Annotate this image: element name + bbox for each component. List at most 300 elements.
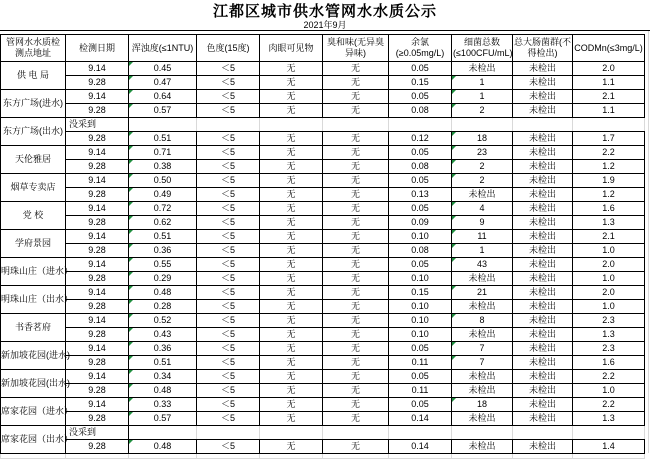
column-header-4[interactable]: 肉眼可见物 — [260, 35, 323, 62]
cell-visible-matter[interactable]: 无 — [260, 398, 323, 412]
column-header-2[interactable]: 浑浊度(≤1NTU) — [129, 35, 197, 62]
cell-visible-matter[interactable]: 无 — [260, 230, 323, 244]
cell-chlorine[interactable]: 0.05 — [389, 90, 452, 104]
cell-visible-matter[interactable]: 无 — [260, 272, 323, 286]
cell-chlorine[interactable]: 0.12 — [389, 132, 452, 146]
cell-color[interactable]: ＜5 — [197, 146, 260, 160]
cell-chlorine[interactable]: 0.10 — [389, 300, 452, 314]
cell-chlorine[interactable]: 0.10 — [389, 272, 452, 286]
cell-chlorine[interactable]: 0.05 — [389, 370, 452, 384]
cell-codmn[interactable]: 1.2 — [573, 160, 645, 174]
cell-turbidity[interactable]: 0.45 — [129, 62, 197, 76]
cell-color[interactable]: ＜5 — [197, 230, 260, 244]
cell-chlorine[interactable]: 0.05 — [389, 398, 452, 412]
cell-codmn[interactable]: 1.2 — [573, 188, 645, 202]
cell-visible-matter[interactable]: 无 — [260, 300, 323, 314]
cell-color[interactable]: ＜5 — [197, 188, 260, 202]
cell-visible-matter[interactable]: 无 — [260, 412, 323, 426]
cell-turbidity[interactable]: 0.64 — [129, 90, 197, 104]
cell-color[interactable]: ＜5 — [197, 356, 260, 370]
table-row — [1, 384, 645, 398]
address-cell[interactable]: 新加坡花园(出水) — [1, 370, 66, 398]
address-cell[interactable]: 席家花园（进水） — [1, 398, 66, 426]
cell-date[interactable]: 9.14 — [66, 258, 129, 272]
table-row — [1, 328, 645, 342]
table-row — [1, 440, 645, 454]
cell-color[interactable]: ＜5 — [197, 300, 260, 314]
column-header-6[interactable]: 余氯(≥0.05mg/L) — [389, 35, 452, 62]
cell-chlorine[interactable]: 0.05 — [389, 342, 452, 356]
cell-odor[interactable]: 无 — [323, 202, 389, 216]
cell-codmn[interactable]: 2.0 — [573, 286, 645, 300]
sheet-gridline-cell — [389, 454, 452, 459]
empty-cell[interactable] — [323, 118, 389, 132]
cell-date[interactable]: 9.14 — [66, 342, 129, 356]
cell-turbidity[interactable]: 0.51 — [129, 230, 197, 244]
column-header-7[interactable]: 细菌总数(≤100CFU/mL) — [452, 35, 513, 62]
cell-visible-matter[interactable]: 无 — [260, 440, 323, 454]
cell-chlorine[interactable]: 0.13 — [389, 188, 452, 202]
cell-codmn[interactable]: 1.3 — [573, 412, 645, 426]
cell-odor[interactable]: 无 — [323, 370, 389, 384]
cell-bacteria[interactable]: 18 — [452, 132, 513, 146]
cell-date[interactable]: 9.28 — [66, 104, 129, 118]
address-cell[interactable]: 天伦雅居 — [1, 146, 66, 174]
cell-turbidity[interactable]: 0.50 — [129, 174, 197, 188]
cell-chlorine[interactable]: 0.08 — [389, 244, 452, 258]
cell-chlorine[interactable]: 0.14 — [389, 440, 452, 454]
cell-odor[interactable]: 无 — [323, 160, 389, 174]
cell-date[interactable]: 9.28 — [66, 300, 129, 314]
cell-coliform[interactable]: 未检出 — [513, 300, 573, 314]
empty-cell[interactable] — [513, 118, 573, 132]
cell-coliform[interactable]: 未检出 — [513, 216, 573, 230]
cell-chlorine[interactable]: 0.08 — [389, 160, 452, 174]
cell-coliform[interactable]: 未检出 — [513, 370, 573, 384]
cell-odor[interactable]: 无 — [323, 216, 389, 230]
address-cell[interactable]: 东方广场(进水) — [1, 90, 66, 118]
cell-chlorine[interactable]: 0.05 — [389, 62, 452, 76]
address-cell[interactable]: 学府景园 — [1, 230, 66, 258]
empty-cell[interactable] — [129, 426, 197, 440]
empty-cell[interactable] — [513, 426, 573, 440]
cell-turbidity[interactable]: 0.43 — [129, 328, 197, 342]
cell-odor[interactable]: 无 — [323, 272, 389, 286]
cell-color[interactable]: ＜5 — [197, 258, 260, 272]
cell-color[interactable]: ＜5 — [197, 104, 260, 118]
cell-date-not-sampled[interactable]: 没采到 — [66, 118, 129, 132]
cell-codmn[interactable]: 2.3 — [573, 342, 645, 356]
cell-codmn[interactable]: 2.0 — [573, 62, 645, 76]
cell-odor[interactable]: 无 — [323, 286, 389, 300]
empty-cell[interactable] — [389, 426, 452, 440]
column-header-0[interactable]: 管网水水质检测点地址 — [1, 35, 66, 62]
cell-date[interactable]: 9.14 — [66, 286, 129, 300]
cell-chlorine[interactable]: 0.15 — [389, 286, 452, 300]
cell-bacteria[interactable]: 23 — [452, 146, 513, 160]
cell-turbidity[interactable]: 0.48 — [129, 440, 197, 454]
sheet-gridline-cell — [513, 454, 573, 459]
cell-codmn[interactable]: 1.7 — [573, 132, 645, 146]
cell-color[interactable]: ＜5 — [197, 412, 260, 426]
cell-turbidity[interactable]: 0.28 — [129, 300, 197, 314]
cell-bacteria[interactable]: 7 — [452, 342, 513, 356]
cell-codmn[interactable]: 2.1 — [573, 90, 645, 104]
cell-color[interactable]: ＜5 — [197, 216, 260, 230]
cell-odor[interactable]: 无 — [323, 76, 389, 90]
cell-bacteria[interactable]: 21 — [452, 286, 513, 300]
cell-chlorine[interactable]: 0.14 — [389, 412, 452, 426]
cell-visible-matter[interactable]: 无 — [260, 76, 323, 90]
cell-turbidity[interactable]: 0.62 — [129, 216, 197, 230]
cell-codmn[interactable]: 1.1 — [573, 104, 645, 118]
column-header-8[interactable]: 总大肠菌群(不得检出) — [513, 35, 573, 62]
cell-chlorine[interactable]: 0.10 — [389, 314, 452, 328]
empty-cell[interactable] — [197, 118, 260, 132]
cell-odor[interactable]: 无 — [323, 230, 389, 244]
cell-color[interactable]: ＜5 — [197, 62, 260, 76]
cell-date[interactable]: 9.28 — [66, 216, 129, 230]
cell-chlorine[interactable]: 0.15 — [389, 76, 452, 90]
cell-turbidity[interactable]: 0.71 — [129, 146, 197, 160]
cell-codmn[interactable]: 1.6 — [573, 202, 645, 216]
cell-date[interactable]: 9.14 — [66, 370, 129, 384]
empty-cell[interactable] — [260, 118, 323, 132]
cell-odor[interactable]: 无 — [323, 384, 389, 398]
cell-odor[interactable]: 无 — [323, 146, 389, 160]
table-row — [1, 216, 645, 230]
empty-cell[interactable] — [389, 118, 452, 132]
cell-odor[interactable]: 无 — [323, 174, 389, 188]
cell-odor[interactable]: 无 — [323, 412, 389, 426]
cell-codmn[interactable]: 2.2 — [573, 370, 645, 384]
cell-visible-matter[interactable]: 无 — [260, 328, 323, 342]
cell-date[interactable]: 9.28 — [66, 328, 129, 342]
cell-visible-matter[interactable]: 无 — [260, 146, 323, 160]
cell-bacteria[interactable]: 未检出 — [452, 272, 513, 286]
sheet-gridline-cell — [573, 454, 645, 459]
cell-bacteria[interactable]: 4 — [452, 202, 513, 216]
cell-coliform[interactable]: 未检出 — [513, 412, 573, 426]
cell-visible-matter[interactable]: 无 — [260, 104, 323, 118]
cell-date-not-sampled[interactable]: 没采到 — [66, 426, 129, 440]
cell-date[interactable]: 9.14 — [66, 314, 129, 328]
cell-odor[interactable]: 无 — [323, 244, 389, 258]
cell-bacteria[interactable]: 18 — [452, 398, 513, 412]
cell-bacteria[interactable]: 未检出 — [452, 62, 513, 76]
cell-coliform[interactable]: 未检出 — [513, 230, 573, 244]
cell-visible-matter[interactable]: 无 — [260, 216, 323, 230]
address-cell[interactable]: 烟草专卖店 — [1, 174, 66, 202]
address-cell[interactable]: 明珠山庄（进水） — [1, 258, 66, 286]
cell-coliform[interactable]: 未检出 — [513, 286, 573, 300]
cell-color[interactable]: ＜5 — [197, 384, 260, 398]
cell-visible-matter[interactable]: 无 — [260, 370, 323, 384]
cell-chlorine[interactable]: 0.11 — [389, 356, 452, 370]
cell-visible-matter[interactable]: 无 — [260, 314, 323, 328]
cell-date[interactable]: 9.28 — [66, 412, 129, 426]
cell-odor[interactable]: 无 — [323, 398, 389, 412]
cell-coliform[interactable]: 未检出 — [513, 314, 573, 328]
cell-coliform[interactable]: 未检出 — [513, 384, 573, 398]
cell-turbidity[interactable]: 0.57 — [129, 412, 197, 426]
cell-coliform[interactable]: 未检出 — [513, 160, 573, 174]
cell-turbidity[interactable]: 0.49 — [129, 188, 197, 202]
cell-coliform[interactable]: 未检出 — [513, 272, 573, 286]
cell-codmn[interactable]: 1.4 — [573, 440, 645, 454]
cell-turbidity[interactable]: 0.29 — [129, 272, 197, 286]
cell-bacteria[interactable]: 未检出 — [452, 188, 513, 202]
cell-turbidity[interactable]: 0.34 — [129, 370, 197, 384]
cell-codmn[interactable]: 2.0 — [573, 258, 645, 272]
cell-bacteria[interactable]: 1 — [452, 90, 513, 104]
cell-odor[interactable]: 无 — [323, 440, 389, 454]
cell-coliform[interactable]: 未检出 — [513, 132, 573, 146]
cell-visible-matter[interactable]: 无 — [260, 62, 323, 76]
cell-codmn[interactable]: 1.6 — [573, 356, 645, 370]
table-row — [1, 398, 645, 412]
sheet-gridline-cell — [197, 454, 260, 459]
table-row — [1, 76, 645, 90]
cell-date[interactable]: 9.28 — [66, 188, 129, 202]
cell-codmn[interactable]: 1.0 — [573, 244, 645, 258]
empty-cell[interactable] — [573, 426, 645, 440]
cell-bacteria[interactable]: 2 — [452, 104, 513, 118]
empty-cell[interactable] — [197, 426, 260, 440]
cell-color[interactable]: ＜5 — [197, 342, 260, 356]
cell-chlorine[interactable]: 0.11 — [389, 384, 452, 398]
cell-bacteria[interactable]: 2 — [452, 174, 513, 188]
empty-cell[interactable] — [452, 426, 513, 440]
cell-coliform[interactable]: 未检出 — [513, 90, 573, 104]
cell-date[interactable]: 9.28 — [66, 132, 129, 146]
cell-visible-matter[interactable]: 无 — [260, 258, 323, 272]
cell-color[interactable]: ＜5 — [197, 132, 260, 146]
column-header-1[interactable]: 检测日期 — [66, 35, 129, 62]
cell-date[interactable]: 9.28 — [66, 272, 129, 286]
cell-color[interactable]: ＜5 — [197, 160, 260, 174]
cell-coliform[interactable]: 未检出 — [513, 146, 573, 160]
cell-odor[interactable]: 无 — [323, 328, 389, 342]
address-cell[interactable]: 明珠山庄（出水） — [1, 286, 66, 314]
cell-coliform[interactable]: 未检出 — [513, 174, 573, 188]
empty-cell[interactable] — [573, 118, 645, 132]
cell-date[interactable]: 9.28 — [66, 440, 129, 454]
cell-codmn[interactable]: 1.0 — [573, 272, 645, 286]
cell-codmn[interactable]: 1.3 — [573, 328, 645, 342]
cell-date[interactable]: 9.14 — [66, 90, 129, 104]
cell-coliform[interactable]: 未检出 — [513, 202, 573, 216]
cell-chlorine[interactable]: 0.10 — [389, 230, 452, 244]
cell-bacteria[interactable]: 未检出 — [452, 370, 513, 384]
cell-date[interactable]: 9.14 — [66, 146, 129, 160]
address-cell[interactable]: 新加坡花园(进水) — [1, 342, 66, 370]
cell-odor[interactable]: 无 — [323, 258, 389, 272]
cell-turbidity[interactable]: 0.51 — [129, 356, 197, 370]
cell-codmn[interactable]: 2.1 — [573, 230, 645, 244]
cell-coliform[interactable]: 未检出 — [513, 104, 573, 118]
cell-date[interactable]: 9.14 — [66, 202, 129, 216]
water-quality-table — [0, 34, 645, 459]
cell-coliform[interactable]: 未检出 — [513, 356, 573, 370]
cell-coliform[interactable]: 未检出 — [513, 258, 573, 272]
cell-coliform[interactable]: 未检出 — [513, 188, 573, 202]
cell-turbidity[interactable]: 0.51 — [129, 132, 197, 146]
cell-bacteria[interactable]: 1 — [452, 76, 513, 90]
cell-visible-matter[interactable]: 无 — [260, 384, 323, 398]
cell-color[interactable]: ＜5 — [197, 174, 260, 188]
address-cell[interactable]: 党 校 — [1, 202, 66, 230]
address-cell[interactable]: 供 电 局 — [1, 62, 66, 90]
address-cell[interactable]: 东方广场(出水) — [1, 118, 66, 146]
column-header-9[interactable]: CODMn(≤3mg/L) — [573, 35, 645, 62]
cell-turbidity[interactable]: 0.38 — [129, 160, 197, 174]
cell-odor[interactable]: 无 — [323, 62, 389, 76]
cell-chlorine[interactable]: 0.09 — [389, 216, 452, 230]
cell-color[interactable]: ＜5 — [197, 76, 260, 90]
cell-odor[interactable]: 无 — [323, 132, 389, 146]
report-month: 2021年9月 — [303, 20, 347, 30]
cell-visible-matter[interactable]: 无 — [260, 188, 323, 202]
address-cell[interactable]: 席家花园（出水） — [1, 426, 66, 454]
cell-visible-matter[interactable]: 无 — [260, 342, 323, 356]
cell-visible-matter[interactable]: 无 — [260, 356, 323, 370]
cell-coliform[interactable]: 未检出 — [513, 398, 573, 412]
column-header-3[interactable]: 色度(15度) — [197, 35, 260, 62]
cell-date[interactable]: 9.14 — [66, 230, 129, 244]
sheet-gridline-cell — [1, 454, 66, 459]
cell-bacteria[interactable]: 11 — [452, 230, 513, 244]
cell-odor[interactable]: 无 — [323, 90, 389, 104]
table-row — [1, 230, 645, 244]
table-row — [1, 300, 645, 314]
cell-turbidity[interactable]: 0.52 — [129, 314, 197, 328]
cell-date[interactable]: 9.14 — [66, 62, 129, 76]
cell-chlorine[interactable]: 0.05 — [389, 174, 452, 188]
cell-odor[interactable]: 无 — [323, 188, 389, 202]
cell-color[interactable]: ＜5 — [197, 328, 260, 342]
cell-bacteria[interactable]: 2 — [452, 160, 513, 174]
cell-color[interactable]: ＜5 — [197, 314, 260, 328]
cell-bacteria[interactable]: 未检出 — [452, 412, 513, 426]
cell-color[interactable]: ＜5 — [197, 202, 260, 216]
cell-visible-matter[interactable]: 无 — [260, 174, 323, 188]
empty-cell[interactable] — [260, 426, 323, 440]
cell-chlorine[interactable]: 0.05 — [389, 146, 452, 160]
cell-bacteria[interactable]: 8 — [452, 314, 513, 328]
column-header-5[interactable]: 臭和味(无异臭异味) — [323, 35, 389, 62]
cell-date[interactable]: 9.28 — [66, 76, 129, 90]
empty-cell[interactable] — [323, 426, 389, 440]
cell-odor[interactable]: 无 — [323, 300, 389, 314]
cell-odor[interactable]: 无 — [323, 314, 389, 328]
cell-color[interactable]: ＜5 — [197, 286, 260, 300]
empty-cell[interactable] — [129, 118, 197, 132]
cell-bacteria[interactable]: 1 — [452, 244, 513, 258]
cell-turbidity[interactable]: 0.55 — [129, 258, 197, 272]
table-row — [1, 146, 645, 160]
cell-bacteria[interactable]: 未检出 — [452, 384, 513, 398]
cell-chlorine[interactable]: 0.05 — [389, 202, 452, 216]
cell-turbidity[interactable]: 0.48 — [129, 384, 197, 398]
table-row — [1, 244, 645, 258]
cell-date[interactable]: 9.28 — [66, 160, 129, 174]
cell-visible-matter[interactable]: 无 — [260, 286, 323, 300]
cell-bacteria[interactable]: 7 — [452, 356, 513, 370]
cell-date[interactable]: 9.28 — [66, 384, 129, 398]
table-row — [1, 160, 645, 174]
cell-visible-matter[interactable]: 无 — [260, 90, 323, 104]
cell-bacteria[interactable]: 未检出 — [452, 300, 513, 314]
cell-turbidity[interactable]: 0.36 — [129, 342, 197, 356]
cell-coliform[interactable]: 未检出 — [513, 328, 573, 342]
cell-color[interactable]: ＜5 — [197, 370, 260, 384]
cell-coliform[interactable]: 未检出 — [513, 244, 573, 258]
cell-visible-matter[interactable]: 无 — [260, 132, 323, 146]
cell-turbidity[interactable]: 0.48 — [129, 286, 197, 300]
cell-visible-matter[interactable]: 无 — [260, 244, 323, 258]
cell-turbidity[interactable]: 0.57 — [129, 104, 197, 118]
cell-codmn[interactable]: 1.9 — [573, 174, 645, 188]
cell-chlorine[interactable]: 0.05 — [389, 258, 452, 272]
sheet-gridline-row — [1, 454, 645, 459]
cell-color[interactable]: ＜5 — [197, 90, 260, 104]
cell-odor[interactable]: 无 — [323, 104, 389, 118]
cell-date[interactable]: 9.28 — [66, 356, 129, 370]
cell-codmn[interactable]: 1.3 — [573, 216, 645, 230]
page-title: 江都区城市供水管网水水质公示 — [212, 3, 437, 20]
cell-odor[interactable]: 无 — [323, 356, 389, 370]
cell-color[interactable]: ＜5 — [197, 440, 260, 454]
cell-codmn[interactable]: 1.1 — [573, 76, 645, 90]
cell-codmn[interactable]: 2.2 — [573, 146, 645, 160]
cell-turbidity[interactable]: 0.33 — [129, 398, 197, 412]
cell-coliform[interactable]: 未检出 — [513, 76, 573, 90]
cell-codmn[interactable]: 2.3 — [573, 314, 645, 328]
cell-color[interactable]: ＜5 — [197, 272, 260, 286]
cell-visible-matter[interactable]: 无 — [260, 202, 323, 216]
cell-chlorine[interactable]: 0.10 — [389, 328, 452, 342]
cell-visible-matter[interactable]: 无 — [260, 160, 323, 174]
cell-bacteria[interactable]: 9 — [452, 216, 513, 230]
cell-coliform[interactable]: 未检出 — [513, 62, 573, 76]
cell-bacteria[interactable]: 43 — [452, 258, 513, 272]
table-row — [1, 370, 645, 384]
cell-date[interactable]: 9.14 — [66, 174, 129, 188]
cell-bacteria[interactable]: 未检出 — [452, 440, 513, 454]
table-row — [1, 342, 645, 356]
cell-turbidity[interactable]: 0.36 — [129, 244, 197, 258]
cell-odor[interactable]: 无 — [323, 342, 389, 356]
cell-color[interactable]: ＜5 — [197, 398, 260, 412]
sheet-gridline-cell — [66, 454, 129, 459]
table-row — [1, 202, 645, 216]
cell-chlorine[interactable]: 0.08 — [389, 104, 452, 118]
cell-codmn[interactable]: 2.2 — [573, 398, 645, 412]
cell-color[interactable]: ＜5 — [197, 244, 260, 258]
cell-date[interactable]: 9.14 — [66, 398, 129, 412]
cell-codmn[interactable]: 1.0 — [573, 384, 645, 398]
address-cell[interactable]: 书香茗府 — [1, 314, 66, 342]
empty-cell[interactable] — [452, 118, 513, 132]
cell-turbidity[interactable]: 0.47 — [129, 76, 197, 90]
cell-date[interactable]: 9.28 — [66, 244, 129, 258]
cell-bacteria[interactable]: 未检出 — [452, 328, 513, 342]
cell-coliform[interactable]: 未检出 — [513, 440, 573, 454]
cell-turbidity[interactable]: 0.72 — [129, 202, 197, 216]
cell-coliform[interactable]: 未检出 — [513, 342, 573, 356]
cell-codmn[interactable]: 1.0 — [573, 300, 645, 314]
